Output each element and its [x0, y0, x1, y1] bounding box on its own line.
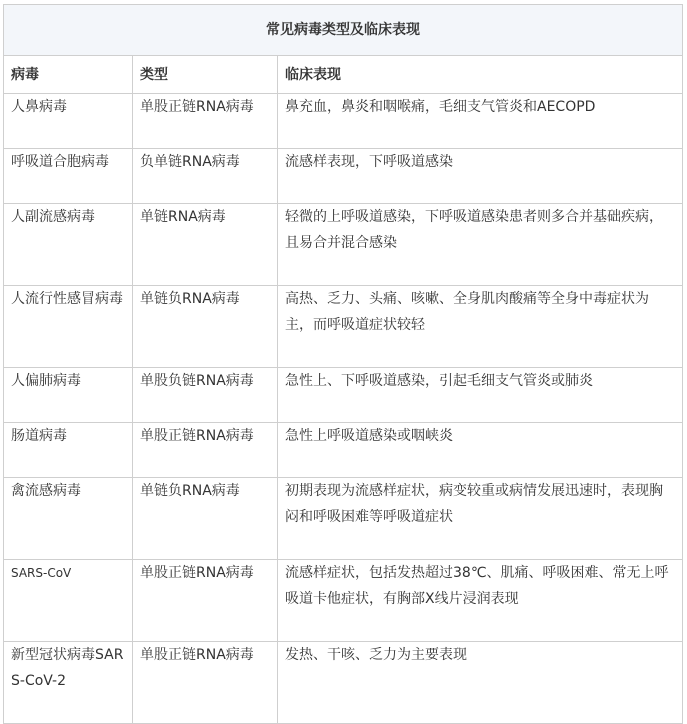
clinical-manifestation: 急性上呼吸道感染或咽峡炎	[278, 423, 683, 478]
table-row	[4, 560, 683, 642]
clinical-manifestation: 鼻充血，鼻炎和咽喉痛，毛细支气管炎和AECOPD	[278, 94, 683, 149]
virus-name: 禽流感病毒	[4, 478, 133, 560]
virus-type: 单链RNA病毒	[133, 204, 278, 286]
virus-name: 人流行性感冒病毒	[4, 286, 133, 368]
table-row	[4, 286, 683, 368]
table-row	[4, 642, 683, 724]
virus-type: 单股负链RNA病毒	[133, 368, 278, 423]
header-virus: 病毒	[4, 56, 133, 94]
virus-table	[3, 4, 683, 724]
clinical-manifestation: 高热、乏力、头痛、咳嗽、全身肌肉酸痛等全身中毒症状为主，而呼吸道症状较轻	[278, 286, 683, 368]
table-row	[4, 204, 683, 286]
virus-name: 人鼻病毒	[4, 94, 133, 149]
table-header-row	[4, 56, 683, 94]
virus-type: 单股正链RNA病毒	[133, 560, 278, 642]
virus-name: 肠道病毒	[4, 423, 133, 478]
virus-name: 人偏肺病毒	[4, 368, 133, 423]
virus-name: 呼吸道合胞病毒	[4, 149, 133, 204]
table-title: 常见病毒类型及临床表现	[4, 5, 683, 56]
virus-name: 人副流感病毒	[4, 204, 133, 286]
virus-type: 单链负RNA病毒	[133, 478, 278, 560]
table-title-row	[4, 5, 683, 56]
clinical-manifestation: 流感样症状，包括发热超过38℃、肌痛、呼吸困难、常无上呼吸道卡他症状，有胸部X线片浸润表现	[278, 560, 683, 642]
virus-name: SARS-CoV	[4, 560, 133, 642]
clinical-manifestation: 初期表现为流感样症状，病变较重或病情发展迅速时，表现胸闷和呼吸困难等呼吸道症状	[278, 478, 683, 560]
header-type: 类型	[133, 56, 278, 94]
table-row	[4, 368, 683, 423]
table-row	[4, 149, 683, 204]
clinical-manifestation: 急性上、下呼吸道感染，引起毛细支气管炎或肺炎	[278, 368, 683, 423]
virus-type: 单股正链RNA病毒	[133, 423, 278, 478]
virus-type: 单股正链RNA病毒	[133, 642, 278, 724]
table-row	[4, 423, 683, 478]
virus-name: 新型冠状病毒SARS-CoV-2	[4, 642, 133, 724]
table-row	[4, 478, 683, 560]
clinical-manifestation: 发热、干咳、乏力为主要表现	[278, 642, 683, 724]
clinical-manifestation: 轻微的上呼吸道感染，下呼吸道感染患者则多合并基础疾病，且易合并混合感染	[278, 204, 683, 286]
clinical-manifestation: 流感样表现，下呼吸道感染	[278, 149, 683, 204]
header-clinical: 临床表现	[278, 56, 683, 94]
table-row	[4, 94, 683, 149]
virus-type: 负单链RNA病毒	[133, 149, 278, 204]
virus-type: 单股正链RNA病毒	[133, 94, 278, 149]
virus-type: 单链负RNA病毒	[133, 286, 278, 368]
